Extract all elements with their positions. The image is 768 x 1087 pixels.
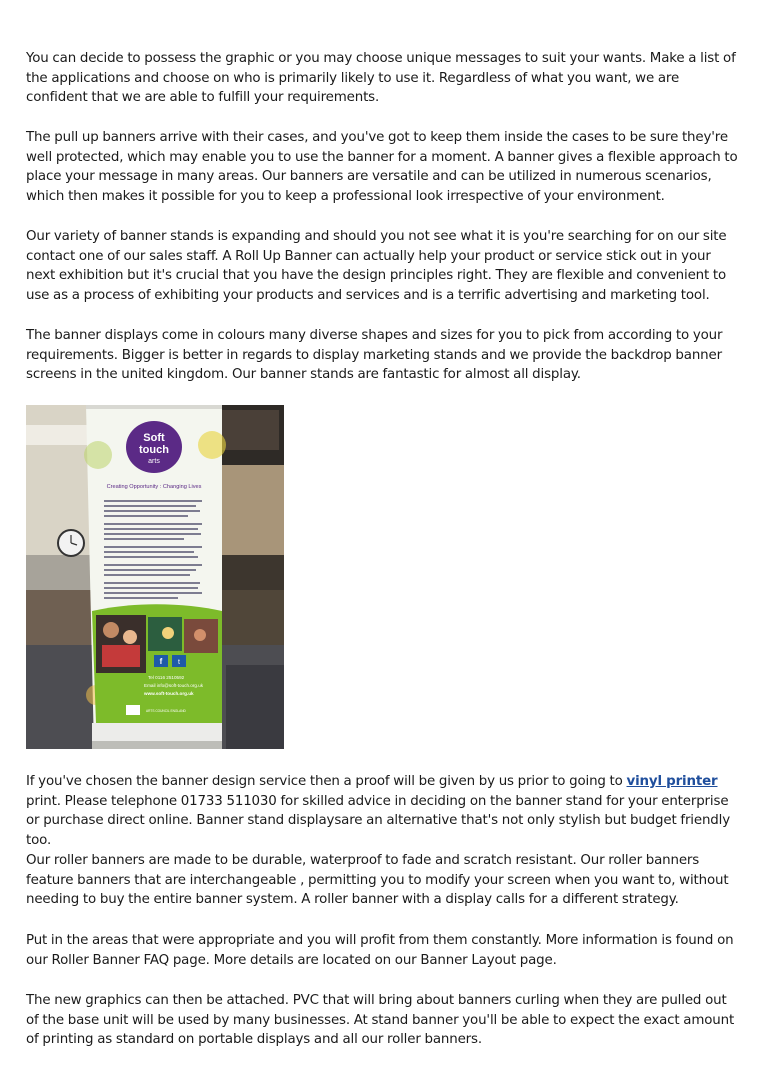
paragraph-2: The pull up banners arrive with their cases, and you've got to keep them inside the cases to be sure they're well protected, which may enable you to use the banner for a moment. A banner gives a flexible approach to place your message in many areas. Our banners are versatile and can be utilized in numerous scenarios, which then makes it possible for you to keep a professional look irrespective of your environment.: [26, 130, 738, 205]
banner-phone: Tel 0116 2510592: [148, 675, 185, 680]
roller-banner-illustration: [26, 405, 284, 749]
paragraph-3: Our variety of banner stands is expanding and should you not see what it is you're searching for on our site contact one of our sales staff. A Roll Up Banner can actually help your product or service stick out in your next exhibition but it's crucial that you have the design principles right. They are flexible and convenient to use as a process of exhibiting your products and services and is a terrific advertising and marketing tool.: [26, 229, 727, 304]
paragraph-4: The banner displays come in colours many diverse shapes and sizes for you to pick from according to your requirements. Bigger is better in regards to display marketing stands and we provide the backdrop banner screens in the united kingdom. Our banner stands are fantastic for almost all display.: [26, 328, 723, 383]
paragraph-6: Our roller banners are made to be durable, waterproof to fade and scratch resistant. Our roller banners feature banners that are interchangeable , permitting you to modify your screen when you want to, without needing to buy the entire banner system. A roller banner with a display calls for a different strategy.: [26, 853, 729, 908]
vinyl-printer-link[interactable]: vinyl printer: [626, 774, 718, 789]
paragraph-8: The new graphics can then be attached. PVC that will bring about banners curling when they are pulled out of the base unit will be used by many businesses. At stand banner you'll be able to expect the exact amount of printing as standard on portable displays and all our roller banners.: [26, 993, 735, 1048]
logo-line-1: Soft: [143, 432, 165, 444]
paragraph-5: [26, 772, 742, 851]
banner-tagline: Creating Opportunity : Changing Lives: [106, 484, 202, 490]
banner-website: www.soft-touch.org.uk: [144, 691, 194, 696]
funder-name: ARTS COUNCIL ENGLAND: [146, 709, 186, 713]
paragraph-1: You can decide to possess the graphic or you may choose unique messages to suit your wants. Make a list of the applications and choose on who is primarily likely to use it. Regardless of what you want, we are confident that we are able to fulfill your requirements.: [26, 51, 736, 106]
twitter-icon: t: [178, 659, 180, 666]
paragraph-5-rest: print. Please telephone 01733 511030 for skilled advice in deciding on the banner stand for your enterprise or purchase direct online. Banner stand displaysare an alternative that's not only stylish but budget friendly too.: [26, 793, 730, 849]
logo-line-3: arts: [148, 458, 160, 465]
paragraph-7: Put in the areas that were appropriate and you will profit from them constantly. More information is found on our Roller Banner FAQ page. More details are located on our Banner Layout page.: [26, 933, 734, 968]
banner-email: Email info@soft-touch.org.uk: [144, 683, 204, 688]
facebook-icon: f: [159, 657, 163, 666]
roller-banner-photo: [26, 405, 284, 749]
logo-line-2: touch: [139, 444, 169, 456]
paragraph-5-intro: If you've chosen the banner design service then a proof will be given by us prior to going to: [26, 774, 627, 789]
